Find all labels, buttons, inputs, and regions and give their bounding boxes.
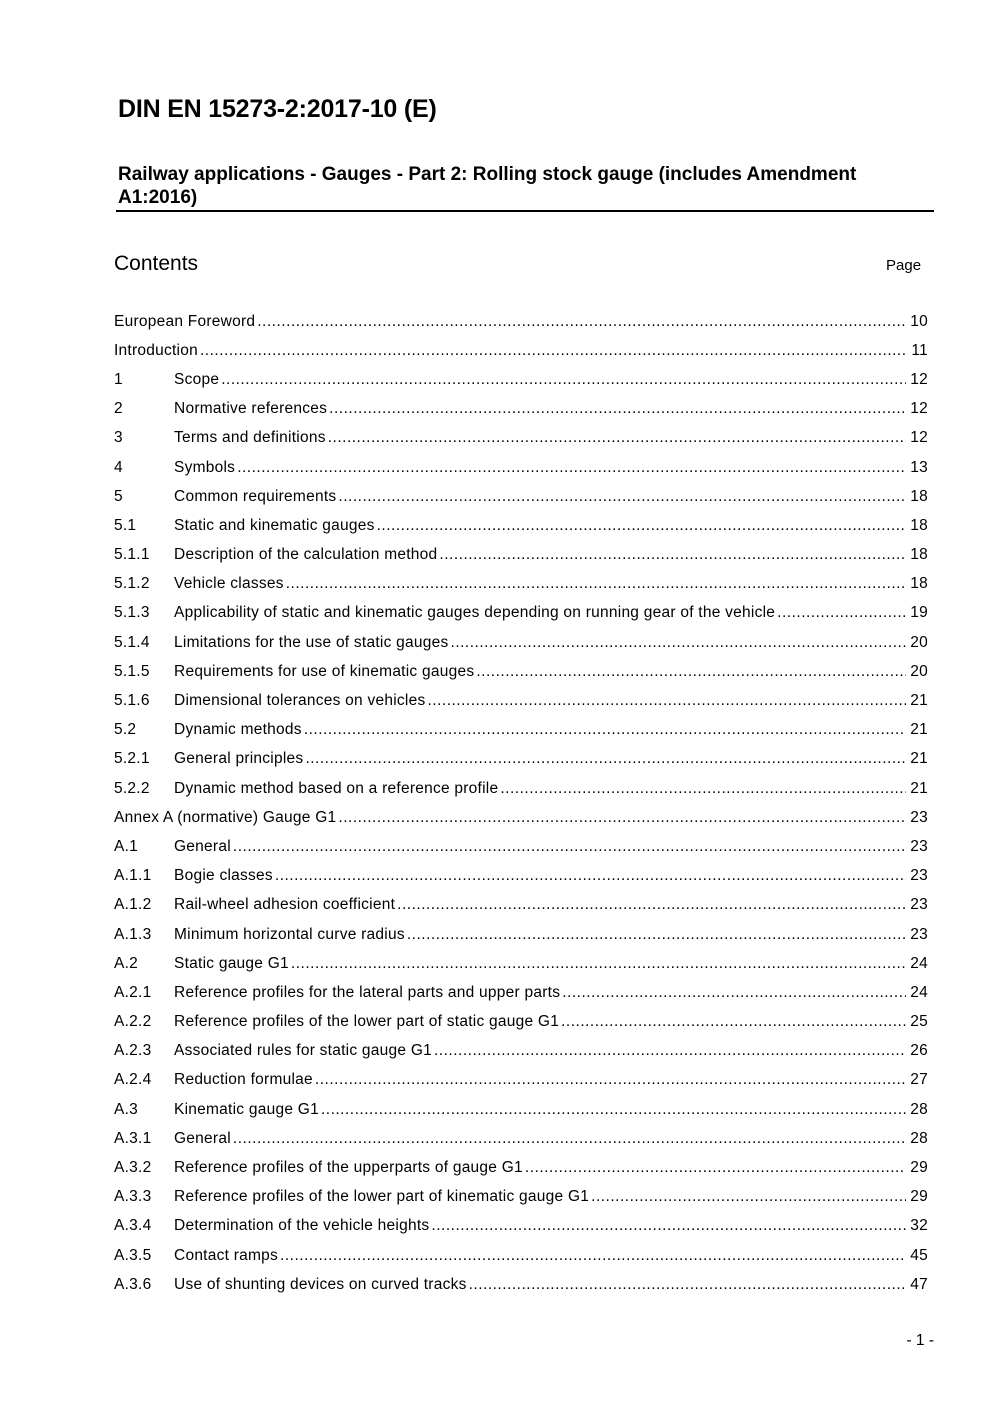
toc-entry-page: 24 — [910, 983, 928, 1001]
toc-entry-number: A.2.3 — [114, 1042, 152, 1060]
toc-dot-leader — [777, 603, 906, 623]
toc-entry-title: Minimum horizontal curve radius — [174, 925, 405, 943]
toc-entry-title: Reference profiles for the lateral parts and upper parts — [174, 983, 561, 1001]
toc-entry[interactable] — [114, 1037, 928, 1066]
toc-entry[interactable] — [114, 774, 928, 803]
toc-entry[interactable] — [114, 1183, 928, 1212]
toc-entry-title: Associated rules for static gauge G1 — [174, 1042, 432, 1060]
toc-entry-number: A.3 — [114, 1100, 139, 1118]
toc-entry-number: 5.2.1 — [114, 750, 150, 768]
toc-entry-page: 45 — [910, 1246, 928, 1264]
toc-entry-page: 47 — [910, 1275, 928, 1293]
toc-entry-title: Introduction — [114, 341, 198, 359]
toc-entry-title: Symbols — [174, 458, 236, 476]
toc-entry[interactable] — [114, 541, 928, 570]
toc-entry-title: Common requirements — [174, 487, 337, 505]
toc-entry[interactable] — [114, 891, 928, 920]
toc-entry-page: 18 — [910, 575, 928, 593]
toc-dot-leader — [286, 574, 906, 594]
toc-entry-page: 32 — [910, 1217, 928, 1235]
toc-entry-title: General — [174, 1129, 231, 1147]
toc-entry-title: General — [174, 837, 231, 855]
toc-entry-title: Requirements for use of kinematic gauges — [174, 662, 475, 680]
toc-entry-page: 23 — [910, 896, 928, 914]
toc-entry[interactable] — [114, 1124, 928, 1153]
page-number: - 1 - — [906, 1332, 934, 1349]
toc-dot-leader — [338, 808, 906, 828]
toc-entry-title: Dynamic method based on a reference profile — [174, 779, 499, 797]
toc-entry-number: 5.1.1 — [114, 546, 150, 564]
toc-entry[interactable] — [114, 1212, 928, 1241]
toc-dot-leader — [427, 691, 906, 711]
toc-dot-leader — [237, 458, 906, 478]
table-of-contents — [114, 307, 928, 1299]
toc-entry-page: 12 — [910, 400, 928, 418]
toc-entry-number: 5.1.4 — [114, 633, 150, 651]
document-subtitle: Railway applications - Gauges - Part 2: Rolling stock gauge (includes Amendment A1:2016) — [118, 164, 857, 208]
toc-entry[interactable] — [114, 920, 928, 949]
toc-entry-title: Reference profiles of the lower part of kinematic gauge G1 — [174, 1188, 590, 1206]
toc-entry[interactable] — [114, 1095, 928, 1124]
toc-entry[interactable] — [114, 1270, 928, 1299]
toc-entry-title: Annex A (normative) Gauge G1 — [114, 808, 337, 826]
toc-entry-number: A.3.5 — [114, 1246, 152, 1264]
toc-dot-leader — [291, 954, 906, 974]
toc-entry-number: A.2 — [114, 954, 139, 972]
toc-entry-page: 24 — [910, 954, 928, 972]
toc-entry-page: 10 — [910, 312, 928, 330]
toc-dot-leader — [407, 925, 906, 945]
toc-entry-number: 5.1.2 — [114, 575, 150, 593]
toc-entry-page: 20 — [910, 633, 928, 651]
toc-entry-title: Scope — [174, 370, 220, 388]
toc-entry-number: A.2.4 — [114, 1071, 152, 1089]
toc-entry[interactable] — [114, 832, 928, 861]
toc-entry-number: A.3.4 — [114, 1217, 152, 1235]
toc-dot-leader — [431, 1216, 906, 1236]
toc-dot-leader — [338, 487, 906, 507]
toc-entry-page: 23 — [910, 867, 928, 885]
toc-entry-number: A.1 — [114, 837, 139, 855]
toc-entry-page: 21 — [910, 750, 928, 768]
toc-dot-leader — [476, 662, 906, 682]
toc-entry[interactable] — [114, 803, 928, 832]
toc-entry-number: A.3.2 — [114, 1159, 152, 1177]
toc-entry-page: 21 — [910, 721, 928, 739]
toc-dot-leader — [591, 1187, 906, 1207]
toc-entry-page: 19 — [910, 604, 928, 622]
toc-dot-leader — [304, 720, 906, 740]
toc-entry-title: Description of the calculation method — [174, 546, 438, 564]
toc-entry-number: A.1.2 — [114, 896, 152, 914]
toc-entry-title: Applicability of static and kinematic gauges depending on running gear of the vehicle — [174, 604, 776, 622]
toc-entry-number: A.1.1 — [114, 867, 152, 885]
toc-entry-page: 21 — [910, 779, 928, 797]
toc-entry[interactable] — [114, 511, 928, 540]
toc-dot-leader — [275, 866, 906, 886]
toc-entry-title: Kinematic gauge G1 — [174, 1100, 319, 1118]
toc-entry-number: 5.2 — [114, 721, 137, 739]
toc-entry-number: 1 — [114, 370, 123, 388]
toc-entry-number: A.3.6 — [114, 1275, 152, 1293]
toc-entry-page: 20 — [910, 662, 928, 680]
toc-entry-page: 12 — [910, 429, 928, 447]
toc-dot-leader — [451, 633, 906, 653]
toc-entry-page: 27 — [910, 1071, 928, 1089]
toc-entry-page: 18 — [910, 516, 928, 534]
toc-entry-title: General principles — [174, 750, 304, 768]
toc-entry-page: 29 — [910, 1159, 928, 1177]
toc-dot-leader — [469, 1275, 906, 1295]
toc-entry-number: 5.1.3 — [114, 604, 150, 622]
toc-entry[interactable] — [114, 862, 928, 891]
toc-entry[interactable] — [114, 978, 928, 1007]
toc-entry-page: 29 — [910, 1188, 928, 1206]
toc-entry-page: 21 — [910, 692, 928, 710]
toc-dot-leader — [315, 1070, 906, 1090]
toc-entry-number: 5 — [114, 487, 123, 505]
toc-dot-leader — [321, 1100, 906, 1120]
toc-entry-title: Reference profiles of the lower part of static gauge G1 — [174, 1013, 560, 1031]
toc-entry[interactable] — [114, 716, 928, 745]
toc-dot-leader — [329, 399, 906, 419]
toc-entry-title: Reduction formulae — [174, 1071, 313, 1089]
toc-entry-page: 18 — [910, 487, 928, 505]
toc-entry-title: European Foreword — [114, 312, 256, 330]
toc-entry[interactable] — [114, 628, 928, 657]
toc-dot-leader — [305, 749, 906, 769]
toc-entry-page: 23 — [910, 808, 928, 826]
toc-entry-number: 3 — [114, 429, 123, 447]
toc-entry[interactable] — [114, 1241, 928, 1270]
page-column-heading: Page — [886, 257, 922, 274]
toc-entry-title: Dynamic methods — [174, 721, 302, 739]
toc-entry-page: 18 — [910, 546, 928, 564]
toc-dot-leader — [561, 1012, 906, 1032]
toc-entry-title: Vehicle classes — [174, 575, 284, 593]
toc-entry-number: 5.1.6 — [114, 692, 150, 710]
toc-entry[interactable] — [114, 1066, 928, 1095]
toc-entry-number: 2 — [114, 400, 123, 418]
toc-entry-title: Contact ramps — [174, 1246, 279, 1264]
toc-entry[interactable] — [114, 1008, 928, 1037]
toc-dot-leader — [221, 370, 906, 390]
toc-entry[interactable] — [114, 395, 928, 424]
toc-dot-leader — [525, 1158, 906, 1178]
toc-entry[interactable] — [114, 365, 928, 394]
toc-entry[interactable] — [114, 686, 928, 715]
document-title: DIN EN 15273-2:2017-10 (E) — [118, 95, 437, 123]
toc-dot-leader — [434, 1041, 906, 1061]
toc-entry-number: 5.2.2 — [114, 779, 150, 797]
toc-entry-title: Terms and definitions — [174, 429, 326, 447]
toc-entry-page: 23 — [910, 837, 928, 855]
toc-entry-page: 11 — [911, 341, 928, 359]
toc-entry[interactable] — [114, 424, 928, 453]
toc-entry-title: Use of shunting devices on curved tracks — [174, 1275, 467, 1293]
toc-dot-leader — [233, 1129, 906, 1149]
toc-entry-number: A.2.1 — [114, 983, 152, 1001]
toc-entry-title: Limitations for the use of static gauges — [174, 633, 449, 651]
contents-heading: Contents — [114, 252, 199, 275]
toc-entry[interactable] — [114, 482, 928, 511]
toc-entry-title: Reference profiles of the upperparts of gauge G1 — [174, 1159, 523, 1177]
toc-entry-number: 4 — [114, 458, 123, 476]
toc-dot-leader — [397, 895, 906, 915]
toc-entry-title: Rail-wheel adhesion coefficient — [174, 896, 396, 914]
toc-dot-leader — [200, 341, 906, 361]
title-divider — [116, 210, 934, 212]
toc-entry-page: 28 — [910, 1129, 928, 1147]
toc-entry-number: 5.1.5 — [114, 662, 150, 680]
toc-entry[interactable] — [114, 307, 928, 336]
toc-dot-leader — [377, 516, 906, 536]
toc-entry-title: Static gauge G1 — [174, 954, 289, 972]
toc-entry[interactable] — [114, 949, 928, 978]
toc-entry-number: A.3.1 — [114, 1129, 152, 1147]
toc-dot-leader — [257, 312, 906, 332]
toc-entry[interactable] — [114, 657, 928, 686]
toc-dot-leader — [233, 837, 906, 857]
toc-dot-leader — [500, 779, 906, 799]
toc-entry-page: 23 — [910, 925, 928, 943]
toc-entry-page: 13 — [910, 458, 928, 476]
toc-dot-leader — [280, 1246, 906, 1266]
toc-entry[interactable] — [114, 570, 928, 599]
toc-entry[interactable] — [114, 745, 928, 774]
toc-entry-title: Determination of the vehicle heights — [174, 1217, 430, 1235]
toc-entry-page: 25 — [910, 1013, 928, 1031]
toc-entry-page: 28 — [910, 1100, 928, 1118]
toc-dot-leader — [562, 983, 906, 1003]
toc-entry-page: 12 — [910, 370, 928, 388]
toc-entry-title: Normative references — [174, 400, 328, 418]
toc-entry-number: A.1.3 — [114, 925, 152, 943]
toc-entry-title: Bogie classes — [174, 867, 273, 885]
toc-entry-page: 26 — [910, 1042, 928, 1060]
toc-entry[interactable] — [114, 453, 928, 482]
toc-entry-number: A.3.3 — [114, 1188, 152, 1206]
toc-dot-leader — [439, 545, 906, 565]
toc-entry[interactable] — [114, 1153, 928, 1182]
toc-entry-number: 5.1 — [114, 516, 137, 534]
toc-entry[interactable] — [114, 336, 928, 365]
toc-entry-number: A.2.2 — [114, 1013, 152, 1031]
toc-entry-title: Dimensional tolerances on vehicles — [174, 692, 426, 710]
toc-dot-leader — [328, 428, 906, 448]
toc-entry[interactable] — [114, 599, 928, 628]
toc-entry-title: Static and kinematic gauges — [174, 516, 375, 534]
